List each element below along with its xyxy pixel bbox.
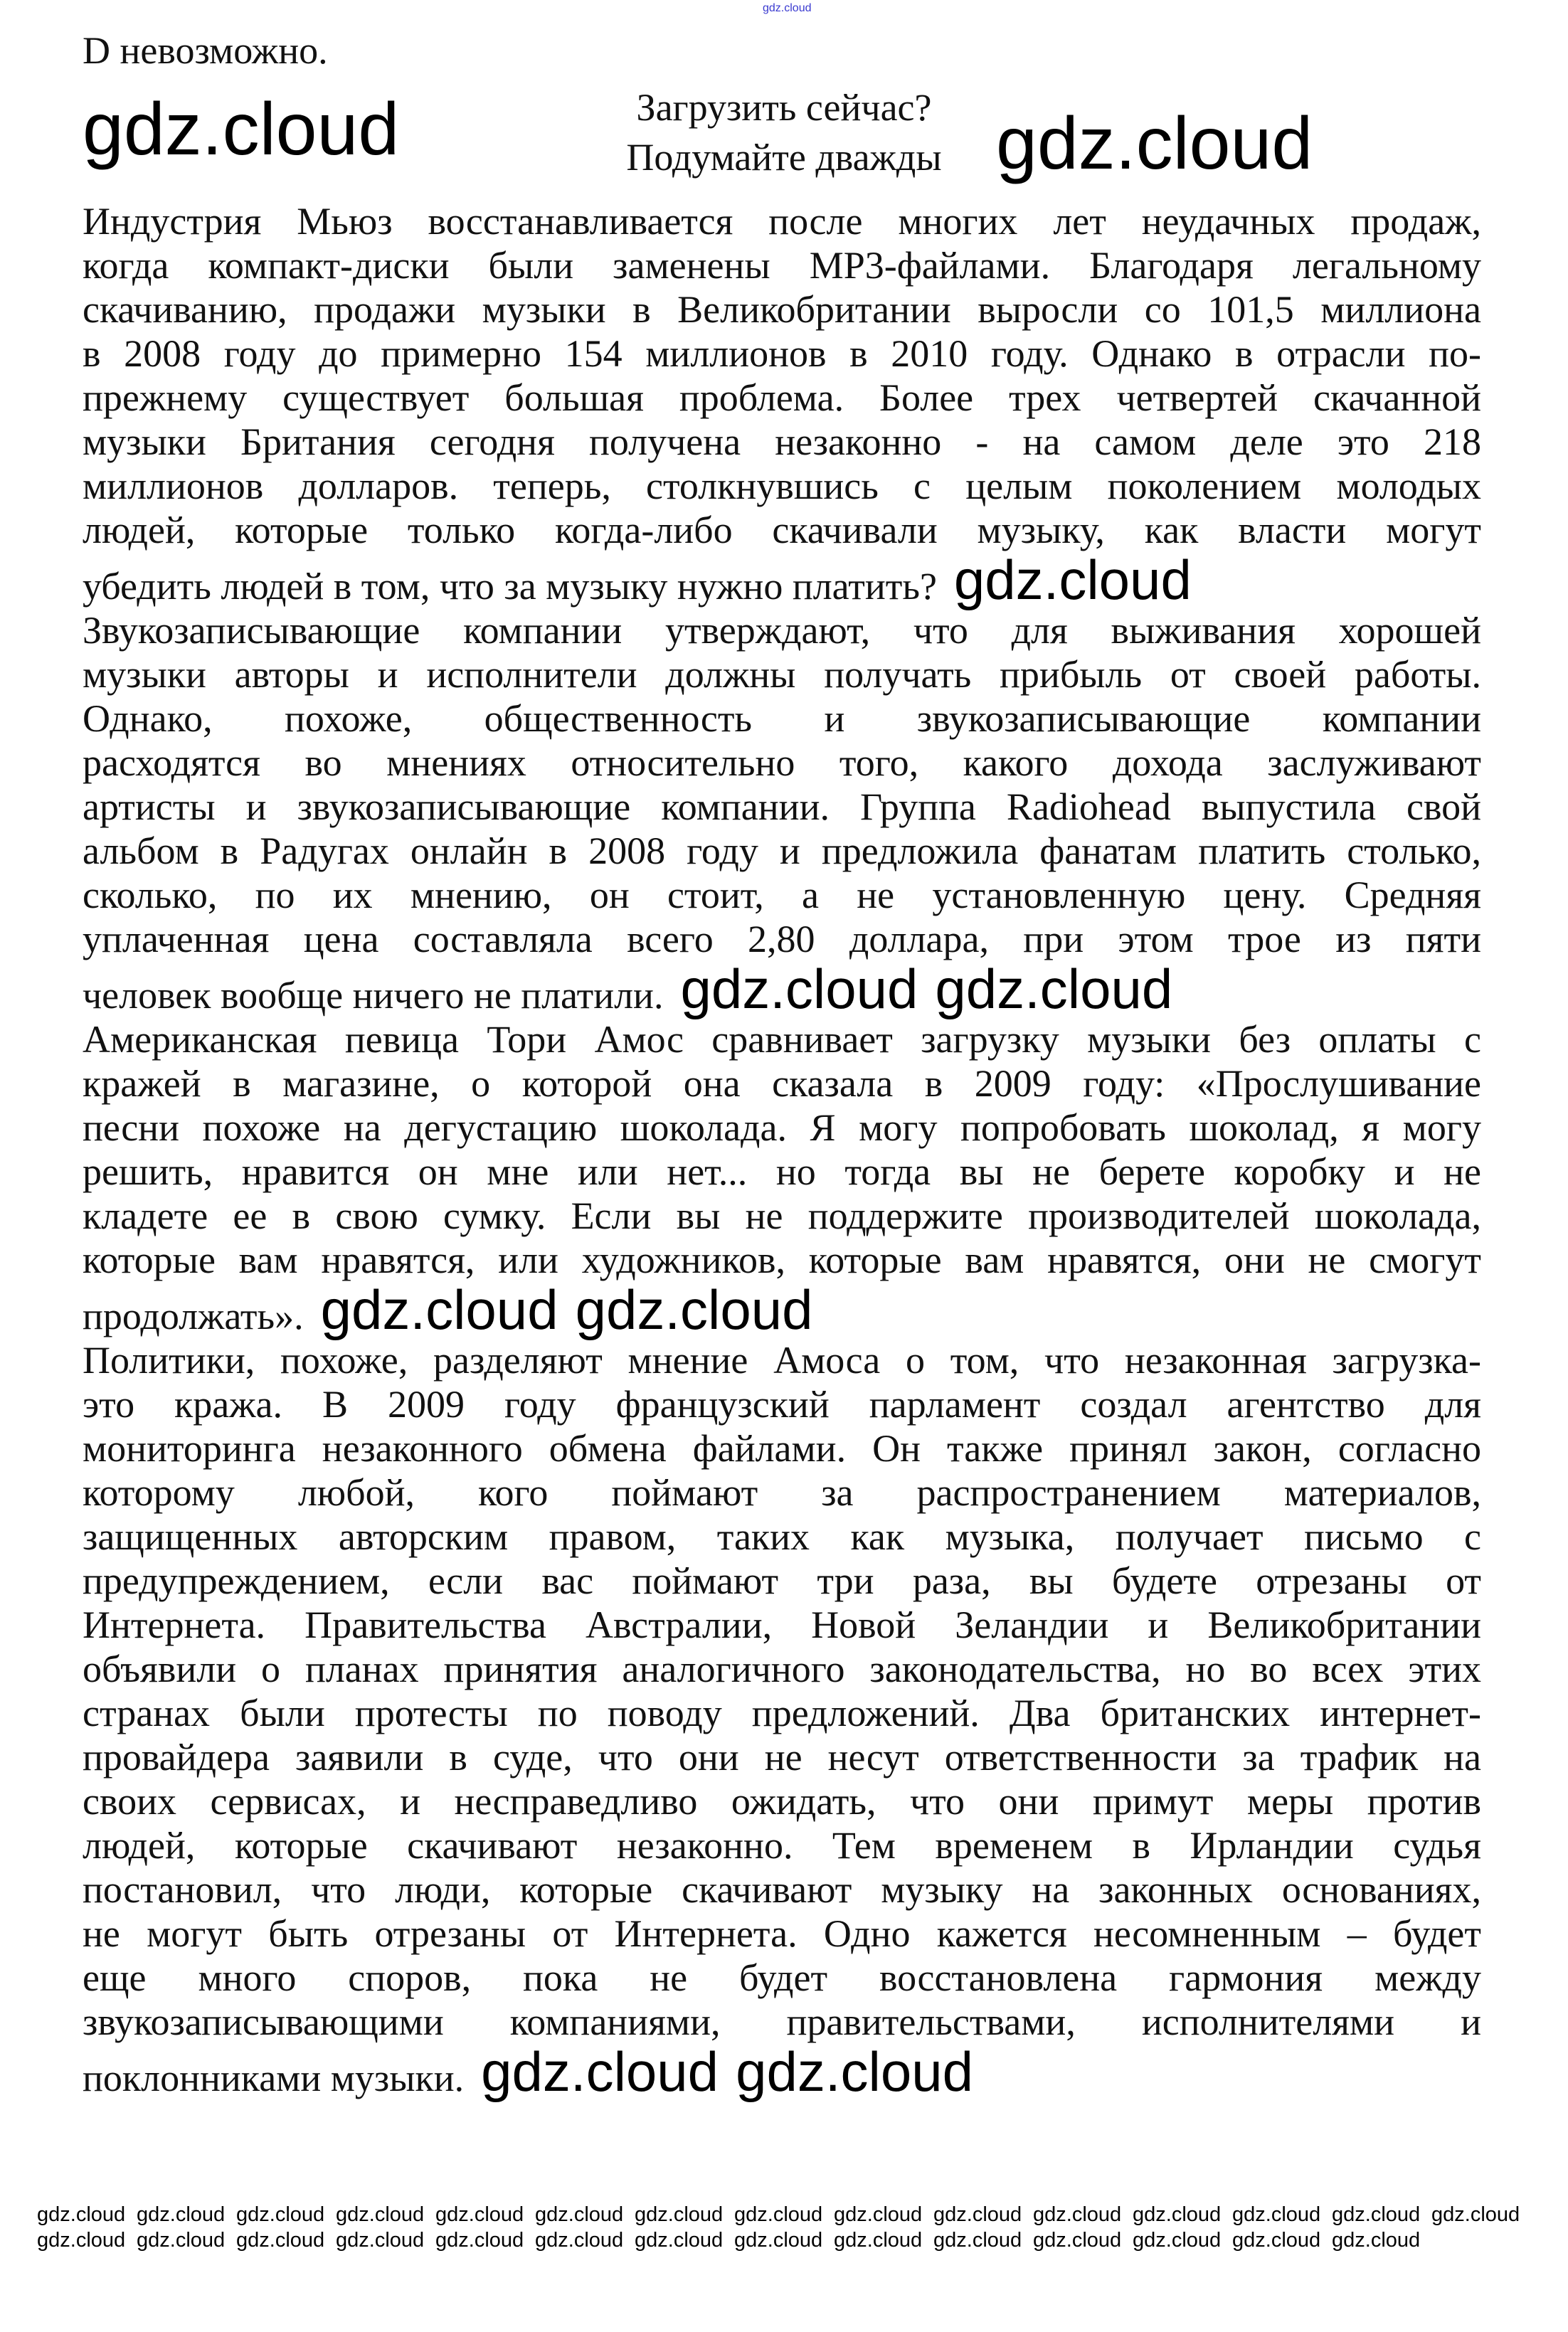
text-line: миллионов долларов. теперь, столкнувшись с целым поколением молодых (83, 465, 1481, 507)
gdz-watermark: gdz.cloud (535, 2203, 624, 2226)
text-line (83, 548, 1481, 611)
text-line: скачиванию, продажи музыки в Великобритании выросли со 101,5 миллиона (83, 288, 1481, 331)
gdz-watermark: gdz.cloud (137, 2229, 226, 2252)
text-line: которому любой, кого поймают за распространением материалов, (83, 1471, 1481, 1514)
text-line: предупреждением, если вас поймают три раза, вы будете отрезаны от (83, 1559, 1481, 1602)
gdz-watermark: gdz.cloud (933, 2229, 1022, 2252)
text-line: мониторинга незаконного обмена файлами. Он также принял закон, согласно (83, 1427, 1481, 1470)
text-line: которые вам нравятся, или художников, которые вам нравятся, они не смогут (83, 1239, 1481, 1281)
gdz-watermark: gdz.cloud (635, 2203, 724, 2226)
text-line: это кража. В 2009 году французский парламент создал агентство для (83, 1383, 1481, 1426)
text-line: людей, которые только когда-либо скачивали музыку, как власти могут (83, 509, 1481, 551)
article-title-line-2: Подумайте дважды (626, 136, 942, 179)
text-line: когда компакт-диски были заменены MP3-файлами. Благодаря легальному (83, 244, 1481, 287)
gdz-watermark: gdz.cloud (680, 958, 918, 1020)
text-line: Индустрия Мьюз восстанавливается после многих лет неудачных продаж, (83, 200, 1481, 243)
text-line: не могут быть отрезаны от Интернета. Одно кажется несомненным – будет (83, 1912, 1481, 1955)
text-line: музыки авторы и исполнители должны получать прибыль от своей работы. (83, 653, 1481, 696)
gdz-watermark: gdz.cloud (236, 2203, 325, 2226)
gdz-watermark: gdz.cloud (575, 1278, 813, 1341)
gdz-watermark: gdz.cloud (834, 2203, 923, 2226)
text-line: уплаченная цена составляла всего 2,80 доллара, при этом трое из пяти (83, 918, 1481, 960)
gdz-watermark: gdz.cloud (1133, 2203, 1222, 2226)
text-line: Политики, похоже, разделяют мнение Амоса о том, что незаконная загрузка- (83, 1339, 1481, 1382)
gdz-watermark: gdz.cloud (996, 102, 1313, 185)
text-line: кладете ее в свою сумку. Если вы не поддержите производителей шоколада, (83, 1194, 1481, 1237)
text-line (83, 2040, 1481, 2103)
text-line-content: человек вообще ничего не платили. (83, 974, 664, 1017)
gdz-watermark: gdz.cloud (481, 2040, 719, 2103)
gdz-watermark: gdz.cloud (535, 2229, 624, 2252)
text-line (83, 958, 1481, 1020)
gdz-watermark: gdz.cloud (1232, 2203, 1321, 2226)
gdz-watermark: gdz.cloud (736, 2040, 973, 2103)
text-line: в 2008 году до примерно 154 миллионов в 2010 году. Однако в отрасли по- (83, 332, 1481, 375)
gdz-watermark: gdz.cloud (635, 2229, 724, 2252)
text-line: Однако, похоже, общественность и звукозаписывающие компании (83, 697, 1481, 740)
watermark-strip (37, 2202, 1531, 2253)
answer-option-d: D невозможно. (83, 29, 328, 72)
gdz-watermark: gdz.cloud (1332, 2203, 1421, 2226)
text-line-content: продолжать». (83, 1295, 304, 1337)
gdz-watermark: gdz.cloud (320, 1278, 558, 1341)
text-line: Звукозаписывающие компании утверждают, что для выживания хорошей (83, 609, 1481, 652)
gdz-watermark: gdz.cloud (336, 2203, 425, 2226)
gdz-watermark: gdz.cloud (1332, 2229, 1421, 2252)
text-line: людей, которые скачивают незаконно. Тем временем в Ирландии судья (83, 1824, 1481, 1867)
article-body (83, 199, 1481, 2103)
gdz-watermark: gdz.cloud (1232, 2229, 1321, 2252)
text-line: Американская певица Тори Амос сравнивает загрузку музыки без оплаты с (83, 1018, 1481, 1061)
gdz-watermark: gdz.cloud (236, 2229, 325, 2252)
text-line-content: убедить людей в том, что за музыку нужно платить? (83, 565, 937, 608)
text-line: объявили о планах принятия аналогичного законодательства, но во всех этих (83, 1648, 1481, 1690)
gdz-watermark: gdz.cloud (435, 2203, 524, 2226)
gdz-watermark: gdz.cloud (137, 2203, 226, 2226)
text-line: своих сервисах, и несправедливо ожидать, что они примут меры против (83, 1780, 1481, 1823)
gdz-watermark: gdz.cloud (1133, 2229, 1222, 2252)
text-line: решить, нравится он мне или нет... но тогда вы не берете коробку и не (83, 1150, 1481, 1193)
gdz-watermark: gdz.cloud (933, 2203, 1022, 2226)
text-line: песни похоже на дегустацию шоколада. Я могу попробовать шоколад, я могу (83, 1106, 1481, 1149)
text-line: постановил, что люди, которые скачивают музыку на законных основаниях, (83, 1868, 1481, 1911)
gdz-watermark: gdz.cloud (83, 88, 400, 171)
header-watermark-link[interactable]: gdz.cloud (763, 2, 812, 14)
text-line: прежнему существует большая проблема. Более трех четвертей скачанной (83, 376, 1481, 419)
text-line: кражей в магазине, о которой она сказала в 2009 году: «Прослушивание (83, 1062, 1481, 1105)
text-line: еще много споров, пока не будет восстановлена гармония между (83, 1956, 1481, 1999)
text-line: альбом в Радугах онлайн в 2008 году и предложила фанатам платить столько, (83, 830, 1481, 872)
text-line: провайдера заявили в суде, что они не несут ответственности за трафик на (83, 1736, 1481, 1779)
text-line: музыки Британия сегодня получена незаконно - на самом деле это 218 (83, 420, 1481, 463)
text-line: расходятся во мнениях относительно того, какого дохода заслуживают (83, 741, 1481, 784)
article-title-line-1: Загрузить сейчас? (636, 86, 932, 129)
gdz-watermark: gdz.cloud (37, 2229, 126, 2252)
gdz-watermark: gdz.cloud (953, 548, 1192, 611)
text-line: звукозаписывающими компаниями, правительствами, исполнителями и (83, 2000, 1481, 2043)
gdz-watermark: gdz.cloud (37, 2203, 126, 2226)
gdz-watermark: gdz.cloud (1033, 2229, 1122, 2252)
text-line: странах были протесты по поводу предложений. Два британских интернет- (83, 1692, 1481, 1734)
gdz-watermark: gdz.cloud (1431, 2203, 1520, 2226)
text-line: защищенных авторским правом, таких как музыка, получает письмо с (83, 1515, 1481, 1558)
gdz-watermark: gdz.cloud (336, 2229, 425, 2252)
text-line: Интернета. Правительства Австралии, Новой Зеландии и Великобритании (83, 1604, 1481, 1646)
text-line: сколько, по их мнению, он стоит, а не установленную цену. Средняя (83, 874, 1481, 916)
gdz-watermark: gdz.cloud (834, 2229, 923, 2252)
text-line-content: поклонниками музыки. (83, 2057, 465, 2099)
text-line (83, 1278, 1481, 1341)
gdz-watermark: gdz.cloud (1033, 2203, 1122, 2226)
gdz-watermark: gdz.cloud (734, 2203, 823, 2226)
gdz-watermark: gdz.cloud (935, 958, 1173, 1020)
gdz-watermark: gdz.cloud (734, 2229, 823, 2252)
gdz-watermark: gdz.cloud (435, 2229, 524, 2252)
text-line: артисты и звукозаписывающие компании. Группа Radiohead выпустила свой (83, 785, 1481, 828)
